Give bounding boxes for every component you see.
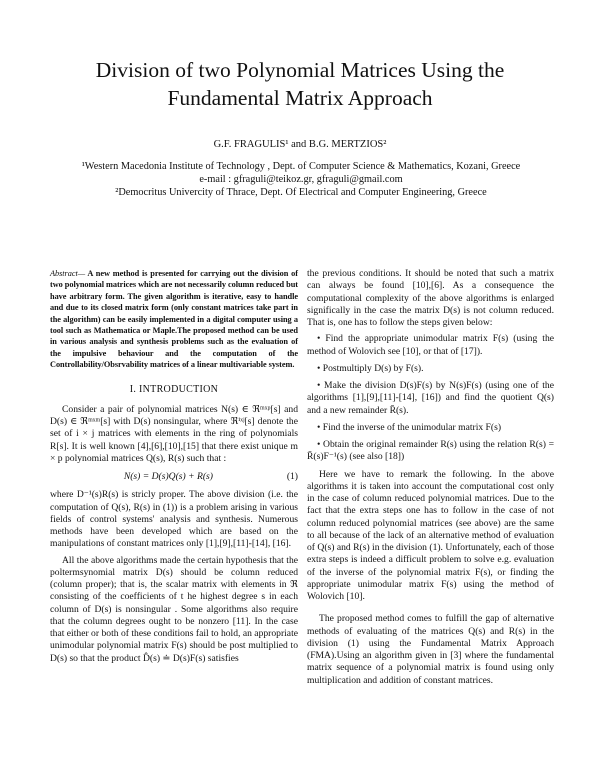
equation-body: N(s) = D(s)Q(s) + R(s) xyxy=(123,471,213,483)
right-paragraph-1: Here we have to remark the following. In the above algorithms it is taken into account the computational cost only in the case of column reduced polynomial matrices. Due to the fact that the extra steps one has to follow in the case of not column reduced polynomial matrices (see above) are the same to all because of the lack of an alternative method of evaluation of Q(s) and R(s) in the division (1). Unfortunately, each of those extra steps is indeed a difficult problem to solve e.g. evaluation of the inverse of the polynomial matrix F(s), or finding the appropriate unimodular matrix F(s) using the method of Wolovich [10]. xyxy=(307,468,554,602)
step-bullet-4: • Find the inverse of the unimodular matrix F(s) xyxy=(317,421,502,433)
affiliations xyxy=(48,160,554,200)
intro-paragraph-3: All the above algorithms made the certain hypothesis that the poltermsynomial matrix D(s) should be column reduced (column proper); that is, the scalar matrix with elements in ℜ consisting of the coefficients of t he highest degree s in each column of D(s) is nonsingular . Some algorithms also require that the column degrees ought to be nonzero [11]. In the case that either or both of these conditions fail to hold, an appropriate unimodular polynomial matrix F(s) should be post multiplied to D(s) so that the product D̂(s) ≐ D(s)F(s) satisfies xyxy=(50,554,298,664)
abstract xyxy=(50,268,298,371)
title-line-1: Division of two Polynomial Matrices Using the xyxy=(95,58,505,82)
affiliation-1: ¹Western Macedonia Institute of Technology , Dept. of Computer Science & Mathematics, Kozani, Greece xyxy=(81,161,521,172)
affiliation-email: e-mail : gfraguli@teikoz.gr, gfraguli@gmail.com xyxy=(199,174,403,186)
step-bullet-2: • Postmultiply D(s) by F(s). xyxy=(317,362,424,374)
title-line-2: Fundamental Matrix Approach xyxy=(167,86,433,110)
abstract-text: A new method is presented for carrying out the division of two polynomial matrices which are not necessarily column reduced but have arbitrary form. The given algorithm is iterative, easy to handle and due to its closed matrix form (only constant matrices take part in the algorithm) can be easily implemented in a digital computer using a tool such as Mathematica or Maple.The proposed method can be used in various analysis and synthesis problems such as the evaluation of the impulsive behaviour and the computation of the Controllability/Obsrvability matrices of a linear multivariable system. xyxy=(50,269,298,370)
left-column xyxy=(50,268,298,669)
abstract-lead: Abstract— xyxy=(50,269,86,278)
step-bullet-5: • Obtain the original remainder R(s) using the relation R(s) = R̄(s)F⁻¹(s) (see also [18]) xyxy=(307,439,554,463)
right-paragraph-2: The proposed method comes to fulfill the gap of alternative methods of evaluating of the matrices Q(s) and R(s) in the division (1) using the Fundamental Matrix Approach (FMA).Using an algorithm given in [3] where the fundamental matrix sequence of a polynomial matrix is found using only multiplication and addition of constant matrices. xyxy=(307,613,554,686)
step-bullet-3: • Make the division D(s)F(s) by N(s)F(s) (using one of the algorithms [1],[9],[11]-[14], [16]) and find the quotient Q(s) and a new remainder R̄(s). xyxy=(307,380,554,416)
section-heading: I. INTRODUCTION xyxy=(129,383,219,395)
step-bullet-1: • Find the appropriate unimodular matrix F(s) (using the method of Wolovich see [10], or that of [17]). xyxy=(307,333,554,357)
paper-title xyxy=(40,56,560,112)
right-intro: the previous conditions. It should be noted that such a matrix can always be found [10],[6]. As a consequence the computational complexity of the above algorithms is enlarged significally in the case the matrix D(s) is not column reduced. That is, one has to follow the steps given below: xyxy=(307,268,554,328)
right-column xyxy=(307,268,554,691)
intro-paragraph-1: Consider a pair of polynomial matrices N(s) ∈ ℜᵐˣᵖ[s] and D(s) ∈ ℜᵐˣᵐ[s] with D(s) nonsingular, where ℜⁱˣʲ[s] denote the set of i × j matrices with elements in the ring of polynomials R[s]. It is well known [4],[6],[10],[15] that there exist unique m × p polynomial matrices Q(s), R(s) such that : xyxy=(50,403,298,464)
equation-number: (1) xyxy=(286,471,298,483)
affiliation-2: ²Democritus Univercity of Thrace, Dept. Of Electrical and Computer Engineering, Greece xyxy=(115,187,487,199)
equation-1 xyxy=(50,471,298,483)
authors: G.F. FRAGULIS¹ and B.G. MERTZIOS² xyxy=(213,139,387,150)
intro-paragraph-2: where D⁻¹(s)R(s) is stricly proper. The above division (i.e. the computation of Q(s), R(s) in (1)) is a problem arising in various fields of control systems' analysis and synthesis. Numerous methods have been developed which are based on the manipulations of constant matrices only [1],[9],[11]-[14], [16]. xyxy=(50,489,298,550)
